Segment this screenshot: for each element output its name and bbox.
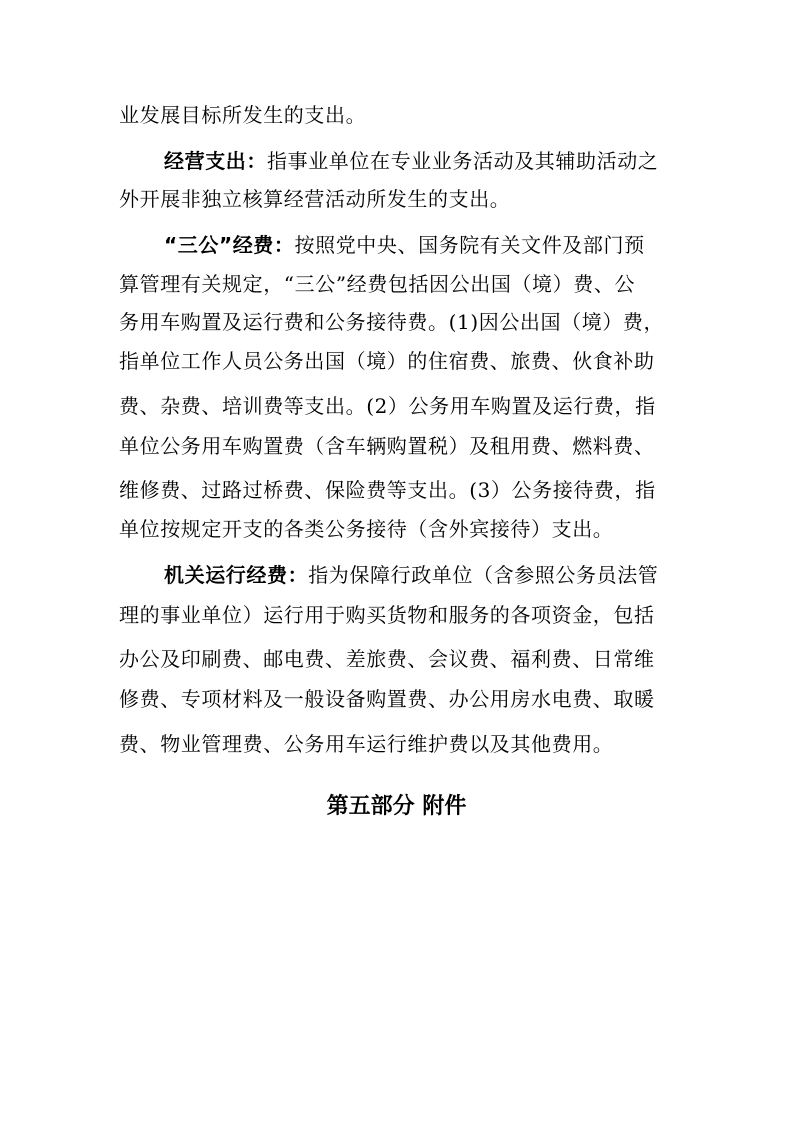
paragraph-text: 单位按规定开支的各类公务接待（含外宾接待）支出。 — [119, 517, 614, 541]
paragraph-text: 指单位工作人员公务出国（境）的住宿费、旅费、伙食补助 — [119, 349, 655, 373]
paragraph-text: 指事业单位在专业业务活动及其辅助活动之 — [267, 149, 659, 173]
term-operating-expenses: 经营支出： — [164, 149, 267, 173]
paragraph-text: 外开展非独立核算经营活动所发生的支出。 — [119, 187, 511, 211]
paragraph-text: 指为保障行政单位（含参照公务员法管 — [308, 563, 659, 587]
paragraph-line — [119, 732, 613, 756]
term-three-public-expenses: “三公”经费： — [164, 233, 295, 257]
paragraph-line — [119, 647, 655, 671]
paragraph-text: 业发展目标所发生的支出。 — [119, 103, 367, 127]
paragraph-text: 务用车购置及运行费和公务接待费。(1)因公出国（境）费， — [119, 310, 665, 334]
paragraph-line — [119, 603, 655, 627]
section-heading: 第五部分 附件 — [326, 794, 467, 819]
paragraph-text: 按照党中央、国务院有关文件及部门预 — [294, 233, 645, 257]
paragraph-line — [119, 103, 366, 127]
paragraph-line — [119, 349, 655, 373]
paragraph-line — [164, 233, 645, 257]
paragraph-line — [119, 434, 655, 458]
term-agency-operating-expenses: 机关运行经费： — [164, 563, 309, 587]
paragraph-line — [119, 478, 656, 502]
paragraph-text: 办公及印刷费、邮电费、差旅费、会议费、福利费、日常维 — [119, 647, 655, 671]
paragraph-text: 费、杂费、培训费等支出。(2）公务用车购置及运行费，指 — [119, 394, 656, 418]
paragraph-line — [119, 187, 510, 211]
paragraph-text: 费、物业管理费、公务用车运行维护费以及其他费用。 — [119, 732, 614, 756]
paragraph-text: 算管理有关规定，“三公”经费包括因公出国（境）费、公 — [119, 272, 636, 296]
paragraph-line — [119, 517, 613, 541]
paragraph-line — [119, 394, 656, 418]
paragraph-line — [119, 272, 635, 296]
paragraph-line — [119, 687, 655, 711]
paragraph-line — [164, 149, 658, 173]
paragraph-text: 单位公务用车购置费（含车辆购置税）及租用费、燃料费、 — [119, 434, 655, 458]
paragraph-text: 修费、专项材料及一般设备购置费、办公用房水电费、取暖 — [119, 687, 655, 711]
paragraph-text: 理的事业单位）运行用于购买货物和服务的各项资金，包括 — [119, 603, 655, 627]
paragraph-text: 维修费、过路过桥费、保险费等支出。(3）公务接待费，指 — [119, 478, 656, 502]
paragraph-line — [119, 310, 664, 334]
paragraph-line — [164, 563, 658, 587]
